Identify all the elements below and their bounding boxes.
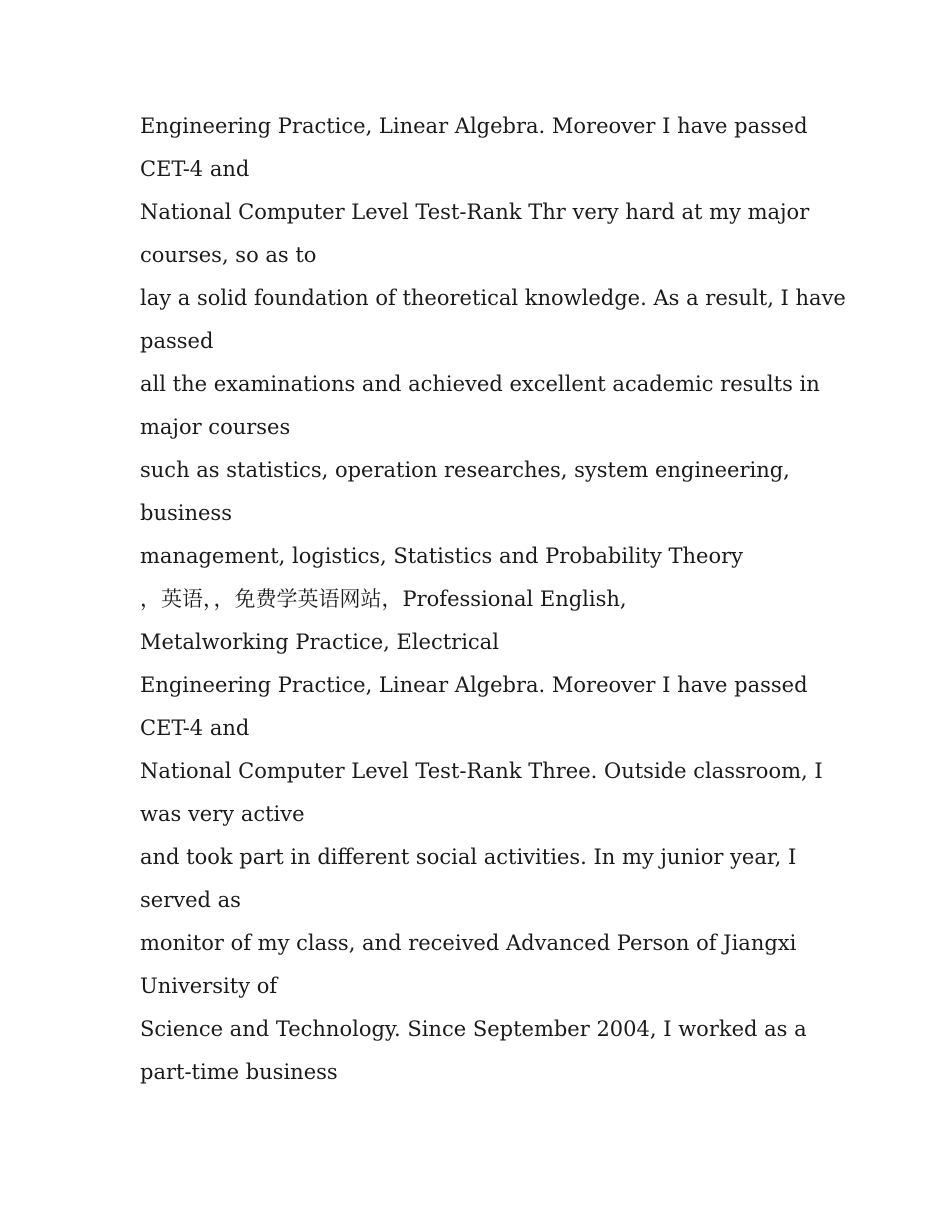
text-line: University of <box>140 974 278 998</box>
text-line: Metalworking Practice, Electrical <box>140 630 499 654</box>
text-line: monitor of my class, and received Advanced Person of Jiangxi <box>140 931 797 955</box>
text-line: Engineering Practice, Linear Algebra. Moreover I have passed <box>140 673 808 697</box>
text-line: was very active <box>140 802 305 826</box>
text-line: National Computer Level Test-Rank Three. Outside classroom, I <box>140 759 823 783</box>
text-line: Science and Technology. Since September 2004, I worked as a <box>140 1017 807 1041</box>
text-line: and took part in different social activities. In my junior year, I <box>140 845 797 869</box>
text-line: lay a solid foundation of theoretical knowledge. As a result, I have <box>140 286 846 310</box>
text-line: courses, so as to <box>140 243 317 267</box>
text-line: business <box>140 501 232 525</box>
text-line: major courses <box>140 415 291 439</box>
text-line: Engineering Practice, Linear Algebra. Moreover I have passed <box>140 114 808 138</box>
text-line: all the examinations and achieved excellent academic results in <box>140 372 820 396</box>
text-line: management, logistics, Statistics and Probability Theory <box>140 544 744 568</box>
text-line: CET-4 and <box>140 716 250 740</box>
text-line: National Computer Level Test-Rank Thr very hard at my major <box>140 200 810 224</box>
text-line: served as <box>140 888 241 912</box>
text-line: ，英语，，免费学英语网站，Professional English, <box>140 587 627 611</box>
text-line: part-time business <box>140 1060 338 1084</box>
body-text <box>140 105 846 1094</box>
text-line: CET-4 and <box>140 157 250 181</box>
text-line: such as statistics, operation researches, system engineering, <box>140 458 790 482</box>
text-line: passed <box>140 329 214 353</box>
